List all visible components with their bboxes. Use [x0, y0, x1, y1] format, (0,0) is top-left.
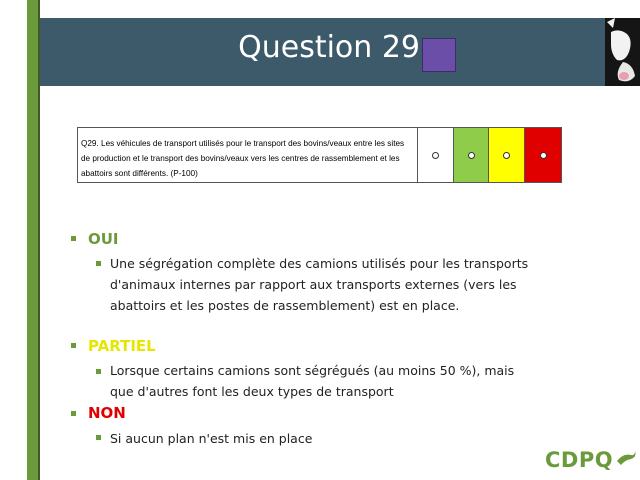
radio-circle-icon: [540, 152, 547, 159]
cdpq-logo: CDPQ: [545, 448, 614, 472]
heading-oui: OUI: [88, 230, 119, 248]
bullet-square-icon: [71, 236, 76, 241]
detail-partiel: Lorsque certains camions sont ségrégués (au moins 50 %), mais que d'autres font les deux types de transport: [110, 363, 515, 399]
purple-square-icon: [422, 38, 456, 72]
rating-cell-green: [454, 128, 490, 182]
rating-cell-yellow: [489, 128, 525, 182]
rating-cell-red: [525, 128, 561, 182]
question-text: Q29. Les véhicules de transport utilisés pour le transport des bovins/veaux entre les sites de production et le transport des bovins/veaux vers les centres de rassemblement et les abattoirs sont différents. (P-100): [78, 128, 418, 182]
bullet-square-icon: [96, 435, 101, 440]
left-green-stripe: [27, 0, 38, 480]
bullet-square-icon: [71, 411, 76, 416]
question-table: [77, 127, 562, 183]
bullet-square-icon: [71, 343, 76, 348]
slide-title: Question 29: [238, 30, 420, 65]
heading-non: NON: [88, 404, 126, 422]
detail-non: Si aucun plan n'est mis en place: [110, 431, 313, 446]
detail-oui: Une ségrégation complète des camions utilisés pour les transports d'animaux internes par rapport aux transports externes (vers les abattoirs et les postes de rassemblement) est en place.: [110, 256, 529, 313]
cow-image: [605, 18, 640, 86]
logo-swoosh-icon: [615, 447, 637, 469]
radio-circle-icon: [432, 152, 439, 159]
bullet-square-icon: [96, 369, 101, 374]
radio-circle-icon: [503, 152, 510, 159]
heading-partiel: PARTIEL: [88, 337, 156, 355]
rating-cell-white: [418, 128, 454, 182]
radio-circle-icon: [468, 152, 475, 159]
bullet-square-icon: [96, 261, 101, 266]
